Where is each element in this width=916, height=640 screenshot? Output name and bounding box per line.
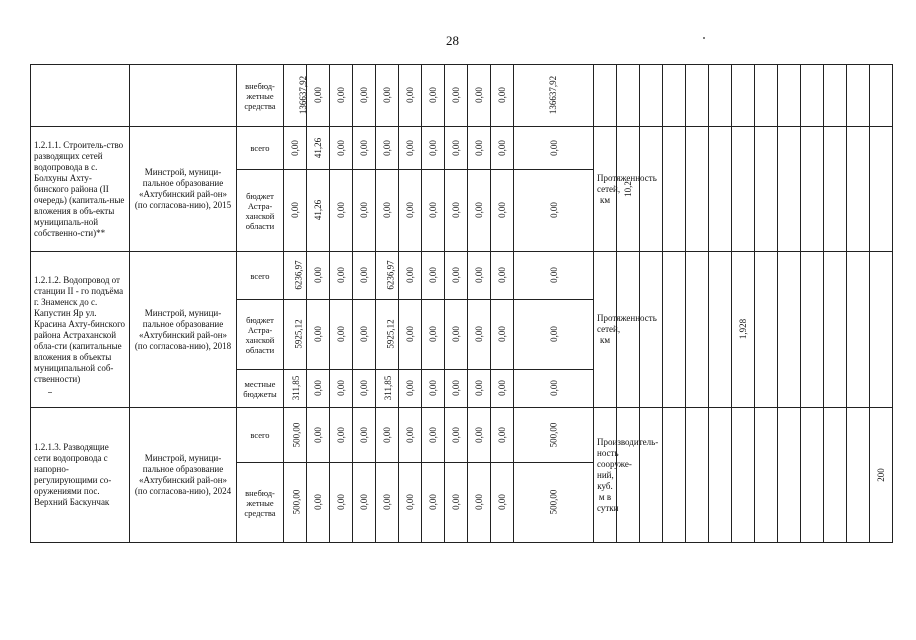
funding-value: 0,00 — [474, 326, 484, 342]
funding-value-cell — [468, 370, 491, 408]
measure-name: 1.2.1.2. Водопровод от станции II - го подъёма г. Знаменск до с. Капустин Яр ул. Красина Ахту-бинского района Астраханской обла-сти (капитальные вложения в объекты муниципальной соб-ственности) — [31, 252, 130, 408]
funding-value-cell — [445, 408, 468, 463]
funding-value: 0,00 — [428, 326, 438, 342]
executor-cell: Минстрой, муници-пальное образование «Ахтубинский рай-он» (по согласова-нию), 2015 — [130, 127, 237, 252]
funding-value-cell — [468, 127, 491, 170]
target-value-cell — [870, 65, 893, 127]
funding-value: 0,00 — [548, 139, 559, 156]
funding-value-cell — [445, 170, 468, 252]
funding-value: 0,00 — [336, 139, 346, 156]
target-value-cell — [870, 408, 893, 543]
target-value-cell — [617, 65, 640, 127]
funding-value: 0,00 — [405, 326, 415, 342]
target-value-cell — [732, 408, 755, 543]
target-value-cell — [686, 127, 709, 252]
funding-value: 0,00 — [497, 87, 507, 103]
funding-value-cell — [353, 370, 376, 408]
funding-value-cell — [284, 300, 307, 370]
funding-value: 0,00 — [359, 326, 369, 342]
funding-value: 0,00 — [451, 139, 461, 156]
funding-value: 0,00 — [382, 202, 392, 218]
funding-value-cell — [422, 65, 445, 127]
funding-value: 0,00 — [474, 494, 484, 510]
funding-value: 0,00 — [359, 494, 369, 510]
funding-value-cell — [330, 463, 353, 543]
funding-value: 0,00 — [313, 380, 323, 396]
funding-value-cell — [307, 370, 330, 408]
funding-value-cell — [399, 252, 422, 300]
funding-value: 0,00 — [336, 202, 346, 218]
funding-value-cell — [514, 370, 594, 408]
funding-value-cell — [307, 252, 330, 300]
funding-value: 311,85 — [291, 375, 302, 401]
funding-value: 0,00 — [336, 380, 346, 396]
funding-value: 0,00 — [382, 139, 392, 156]
target-value-cell — [709, 65, 732, 127]
funding-value-cell — [399, 463, 422, 543]
funding-value-cell — [399, 127, 422, 170]
funding-value: 0,00 — [497, 426, 507, 443]
funding-value: 0,00 — [336, 494, 346, 510]
funding-value: 0,00 — [474, 267, 484, 283]
funding-value: 0,00 — [382, 494, 392, 510]
funding-value-cell — [284, 252, 307, 300]
funding-value-cell — [514, 65, 594, 127]
target-value-cell — [755, 252, 778, 408]
target-value-cell — [824, 127, 847, 252]
funding-value: 0,00 — [336, 87, 346, 103]
funding-value: 0,00 — [451, 267, 461, 283]
target-value-cell — [709, 252, 732, 408]
funding-value: 0,00 — [359, 87, 369, 103]
funding-value-cell — [399, 65, 422, 127]
target-value-cell — [755, 65, 778, 127]
funding-value: 0,00 — [474, 202, 484, 218]
funding-value: 311,85 — [383, 375, 394, 401]
funding-value: 0,00 — [382, 87, 392, 103]
funding-value-cell — [514, 408, 594, 463]
target-value-cell — [870, 127, 893, 252]
target-value-cell — [801, 65, 824, 127]
target-value-cell — [755, 127, 778, 252]
funding-value-cell — [491, 463, 514, 543]
target-value-cell — [847, 65, 870, 127]
funding-value-cell — [468, 170, 491, 252]
target-value-cell — [709, 127, 732, 252]
table-row — [31, 408, 916, 463]
funding-value: 136637,92 — [548, 75, 559, 115]
funding-source: внебюд-жетные средства — [237, 463, 284, 543]
funding-value: 0,00 — [451, 494, 461, 510]
target-value-cell — [640, 408, 663, 543]
funding-value: 0,00 — [313, 426, 323, 443]
funding-value: 500,00 — [291, 422, 302, 447]
funding-value: 0,00 — [474, 380, 484, 396]
funding-value-cell — [514, 252, 594, 300]
funding-value-cell — [353, 300, 376, 370]
target-value: 10,2 — [623, 180, 633, 197]
funding-value-cell — [307, 300, 330, 370]
funding-value-cell — [330, 408, 353, 463]
target-value-cell — [801, 408, 824, 543]
funding-value-cell — [376, 300, 399, 370]
target-value-cell — [709, 408, 732, 543]
funding-value-cell — [353, 127, 376, 170]
indicator-cell: Протяженность сетей, км — [594, 252, 617, 408]
funding-value-cell — [514, 127, 594, 170]
funding-value-cell — [491, 300, 514, 370]
funding-value-cell — [422, 370, 445, 408]
funding-value-cell — [491, 127, 514, 170]
funding-value-cell — [445, 252, 468, 300]
funding-value-cell — [376, 370, 399, 408]
funding-value: 0,00 — [451, 202, 461, 218]
funding-value: 41,26 — [313, 199, 323, 221]
funding-source: всего — [237, 408, 284, 463]
target-value-cell — [617, 127, 640, 252]
funding-value-cell — [514, 170, 594, 252]
funding-value-cell — [491, 65, 514, 127]
funding-value: 0,00 — [336, 326, 346, 342]
funding-value: 6236,97 — [385, 260, 396, 290]
funding-value: 0,00 — [313, 326, 323, 342]
funding-value-cell — [399, 408, 422, 463]
funding-value-cell — [445, 370, 468, 408]
funding-source: внебюд-жетные средства — [237, 65, 284, 127]
target-value-cell — [686, 252, 709, 408]
target-value-cell — [778, 65, 801, 127]
funding-value: 0,00 — [428, 267, 438, 283]
funding-value-cell — [468, 252, 491, 300]
target-value-cell — [663, 252, 686, 408]
funding-value: 0,00 — [405, 380, 415, 396]
program-table — [30, 64, 916, 543]
target-value-cell — [732, 65, 755, 127]
funding-value-cell — [353, 252, 376, 300]
measure-name — [31, 65, 130, 127]
target-value-cell — [663, 127, 686, 252]
funding-value: 0,00 — [451, 87, 461, 103]
funding-value-cell — [330, 127, 353, 170]
funding-value: 0,00 — [290, 202, 300, 218]
indicator-cell: Протяженность сетей, км — [594, 127, 617, 252]
funding-value: 0,00 — [497, 139, 507, 156]
funding-value: 0,00 — [382, 426, 392, 443]
funding-value-cell — [330, 65, 353, 127]
funding-value-cell — [376, 463, 399, 543]
funding-value-cell — [422, 300, 445, 370]
table-row — [31, 127, 916, 170]
funding-value: 0,00 — [428, 494, 438, 510]
target-value-cell — [755, 408, 778, 543]
funding-value: 0,00 — [405, 87, 415, 103]
funding-value-cell — [491, 170, 514, 252]
target-value: 1,928 — [738, 318, 748, 340]
funding-value: 0,00 — [548, 202, 559, 218]
target-value-cell — [824, 252, 847, 408]
funding-value-cell — [284, 370, 307, 408]
target-value-cell — [778, 127, 801, 252]
target-value-cell — [847, 408, 870, 543]
funding-value: 0,00 — [405, 267, 415, 283]
funding-value: 5925,12 — [385, 319, 396, 349]
funding-value-cell — [491, 408, 514, 463]
target-value-cell — [640, 65, 663, 127]
funding-value: 0,00 — [336, 267, 346, 283]
target-value-cell — [640, 252, 663, 408]
funding-value: 0,00 — [497, 380, 507, 396]
funding-value: 0,00 — [451, 380, 461, 396]
funding-value-cell — [491, 370, 514, 408]
funding-value-cell — [445, 463, 468, 543]
funding-value-cell — [284, 463, 307, 543]
target-value-cell — [686, 65, 709, 127]
funding-value: 500,00 — [291, 489, 302, 515]
funding-value: 0,00 — [474, 87, 484, 103]
funding-value-cell — [353, 408, 376, 463]
table-row — [31, 252, 916, 300]
executor-cell — [130, 65, 237, 127]
funding-value: 0,00 — [359, 380, 369, 396]
funding-value: 0,00 — [290, 139, 300, 156]
funding-value: 5925,12 — [293, 319, 304, 349]
funding-value: 0,00 — [313, 87, 323, 103]
funding-value-cell — [514, 300, 594, 370]
funding-value: 0,00 — [497, 494, 507, 510]
funding-value-cell — [468, 65, 491, 127]
funding-value-cell — [399, 370, 422, 408]
funding-source: всего — [237, 127, 284, 170]
funding-value: 0,00 — [548, 267, 559, 283]
target-value: 200 — [876, 467, 886, 482]
funding-value: 0,00 — [428, 87, 438, 103]
scan-speck — [703, 37, 705, 39]
funding-value: 0,00 — [405, 426, 415, 443]
funding-value-cell — [399, 300, 422, 370]
funding-value-cell — [399, 170, 422, 252]
funding-value: 0,00 — [405, 202, 415, 218]
funding-value-cell — [422, 408, 445, 463]
target-value-cell — [801, 127, 824, 252]
funding-value-cell — [376, 127, 399, 170]
funding-value: 0,00 — [548, 380, 559, 396]
funding-value: 0,00 — [497, 267, 507, 283]
funding-value: 0,00 — [405, 494, 415, 510]
funding-value: 0,00 — [451, 326, 461, 342]
target-value-cell — [824, 408, 847, 543]
funding-value: 0,00 — [474, 426, 484, 443]
executor-cell: Минстрой, муници-пальное образование «Ахтубинский рай-он» (по согласова-нию), 2018 — [130, 252, 237, 408]
target-value-cell — [847, 127, 870, 252]
funding-value-cell — [307, 170, 330, 252]
funding-value: 0,00 — [359, 139, 369, 156]
funding-value: 0,00 — [497, 326, 507, 342]
table-row — [31, 65, 916, 127]
measure-name: 1.2.1.3. Разводящие сети водопровода с напорно-регулирующими со-оружениями пос. Верхний Баскунчак — [31, 408, 130, 543]
funding-value-cell — [422, 170, 445, 252]
target-value-cell — [870, 252, 893, 408]
measure-name: 1.2.1.1. Строитель-ство разводящих сетей водопровода в с. Болхуны Ахту-бинского района (II очередь) (капиталь-ные вложения в объ-екты муниципаль-ной собственно-сти)** — [31, 127, 130, 252]
funding-value-cell — [468, 300, 491, 370]
funding-value: 0,00 — [359, 426, 369, 443]
funding-value-cell — [422, 463, 445, 543]
funding-value-cell — [330, 300, 353, 370]
funding-value-cell — [284, 170, 307, 252]
funding-value: 0,00 — [497, 202, 507, 218]
funding-value-cell — [353, 463, 376, 543]
funding-value: 0,00 — [359, 202, 369, 218]
target-value-cell — [732, 127, 755, 252]
funding-value: 0,00 — [548, 326, 559, 342]
funding-value: 41,26 — [313, 137, 323, 158]
funding-value-cell — [445, 300, 468, 370]
funding-source: бюджет Астра-ханской области — [237, 300, 284, 370]
funding-value-cell — [376, 408, 399, 463]
funding-value-cell — [330, 252, 353, 300]
funding-value-cell — [468, 463, 491, 543]
executor-cell: Минстрой, муници-пальное образование «Ахтубинский рай-он» (по согласова-нию), 2024 — [130, 408, 237, 543]
funding-source: местные бюджеты — [237, 370, 284, 408]
funding-value: 0,00 — [428, 139, 438, 156]
funding-value: 0,00 — [428, 380, 438, 396]
funding-value: 0,00 — [451, 426, 461, 443]
funding-value: 0,00 — [474, 139, 484, 156]
funding-value: 500,00 — [548, 489, 559, 515]
funding-value-cell — [353, 170, 376, 252]
funding-value: 0,00 — [428, 426, 438, 443]
funding-value-cell — [376, 170, 399, 252]
funding-value-cell — [330, 370, 353, 408]
funding-value-cell — [330, 170, 353, 252]
target-value-cell — [778, 408, 801, 543]
funding-value-cell — [284, 127, 307, 170]
funding-value-cell — [468, 408, 491, 463]
target-value-cell — [686, 408, 709, 543]
funding-value: 0,00 — [405, 139, 415, 156]
target-value-cell — [847, 252, 870, 408]
funding-value-cell — [307, 127, 330, 170]
target-value-cell — [617, 408, 640, 543]
funding-value: 136637,92 — [298, 75, 309, 115]
funding-value-cell — [422, 252, 445, 300]
target-value-cell — [824, 65, 847, 127]
funding-value-cell — [376, 65, 399, 127]
funding-value-cell — [422, 127, 445, 170]
funding-value-cell — [307, 408, 330, 463]
funding-source: бюджет Астра-ханской области — [237, 170, 284, 252]
funding-value-cell — [307, 463, 330, 543]
funding-value: 500,00 — [548, 422, 559, 447]
funding-value: 0,00 — [428, 202, 438, 218]
funding-value-cell — [514, 463, 594, 543]
funding-value-cell — [491, 252, 514, 300]
funding-source: всего — [237, 252, 284, 300]
target-value-cell — [778, 252, 801, 408]
funding-value: 0,00 — [313, 494, 323, 510]
target-value-cell — [732, 252, 755, 408]
target-value-cell — [801, 252, 824, 408]
target-value-cell — [663, 408, 686, 543]
page-number: 28 — [446, 33, 459, 48]
funding-value-cell — [353, 65, 376, 127]
funding-value: 0,00 — [313, 267, 323, 283]
target-value-cell — [640, 127, 663, 252]
funding-value-cell — [445, 65, 468, 127]
funding-value: 0,00 — [359, 267, 369, 283]
funding-value: 0,00 — [336, 426, 346, 443]
funding-value-cell — [307, 65, 330, 127]
funding-value-cell — [376, 252, 399, 300]
funding-value-cell — [284, 408, 307, 463]
indicator-cell: Производитель-ность сооруже-ний, куб. м в сутки — [594, 408, 617, 543]
funding-value-cell — [284, 65, 307, 127]
target-value-cell — [663, 65, 686, 127]
funding-value: 6236,97 — [293, 260, 304, 290]
indicator-cell — [594, 65, 617, 127]
funding-value-cell — [445, 127, 468, 170]
